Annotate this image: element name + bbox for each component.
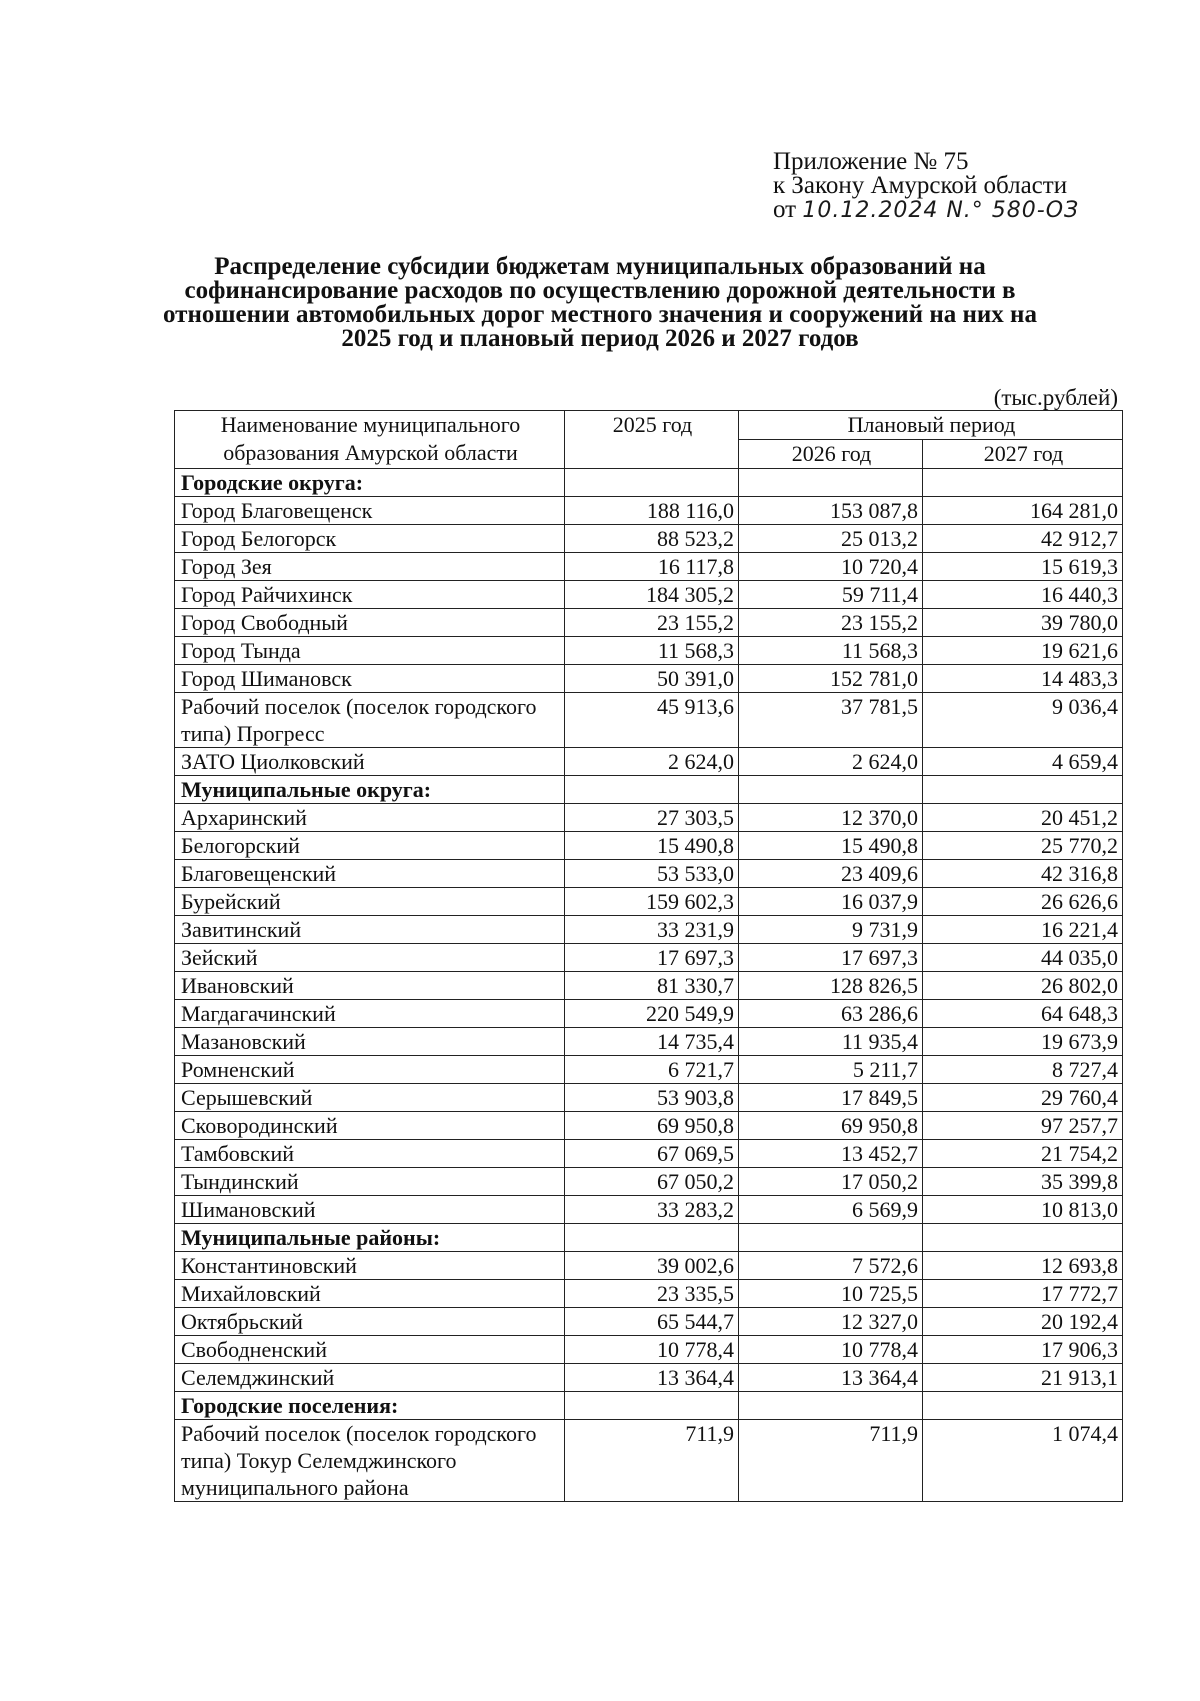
value-2025: 69 950,8 — [565, 1112, 739, 1140]
municipality-name: Город Белогорск — [175, 525, 565, 553]
municipality-name: Тындинский — [175, 1168, 565, 1196]
value-2027: 26 802,0 — [923, 972, 1123, 1000]
table-row — [175, 1140, 1123, 1168]
table-row — [175, 553, 1123, 581]
municipality-name: Белогорский — [175, 832, 565, 860]
municipality-name: Михайловский — [175, 1280, 565, 1308]
value-2025 — [565, 469, 739, 497]
municipality-name: Зейский — [175, 944, 565, 972]
table-row — [175, 888, 1123, 916]
municipality-name: Рабочий поселок (поселок городского типа) Токур Селемджинского муниципального района — [175, 1420, 565, 1502]
group-header-row — [175, 776, 1123, 804]
table-row — [175, 1308, 1123, 1336]
subsidy-table — [174, 410, 1123, 1502]
header-2026: 2026 год — [739, 440, 923, 469]
value-2025: 23 335,5 — [565, 1280, 739, 1308]
table-row — [175, 944, 1123, 972]
table-row — [175, 804, 1123, 832]
table-row — [175, 1336, 1123, 1364]
municipality-name: Мазановский — [175, 1028, 565, 1056]
table-row — [175, 1028, 1123, 1056]
municipality-name: Ивановский — [175, 972, 565, 1000]
table-row — [175, 581, 1123, 609]
group-header-row — [175, 1392, 1123, 1420]
value-2025: 11 568,3 — [565, 637, 739, 665]
value-2027: 4 659,4 — [923, 748, 1123, 776]
municipality-name: Серышевский — [175, 1084, 565, 1112]
municipality-name: Город Райчихинск — [175, 581, 565, 609]
appendix-date-prefix: от — [773, 196, 797, 223]
group-header-row — [175, 1224, 1123, 1252]
value-2026: 11 935,4 — [739, 1028, 923, 1056]
table-row — [175, 1280, 1123, 1308]
table-row — [175, 497, 1123, 525]
header-2027: 2027 год — [923, 440, 1123, 469]
value-2027: 9 036,4 — [923, 693, 1123, 748]
table-row — [175, 972, 1123, 1000]
value-2025: 50 391,0 — [565, 665, 739, 693]
value-2027 — [923, 469, 1123, 497]
value-2027: 21 754,2 — [923, 1140, 1123, 1168]
municipality-name: Архаринский — [175, 804, 565, 832]
value-2026: 15 490,8 — [739, 832, 923, 860]
value-2027 — [923, 776, 1123, 804]
value-2027: 16 221,4 — [923, 916, 1123, 944]
value-2026: 10 720,4 — [739, 553, 923, 581]
appendix-law: к Закону Амурской области — [773, 172, 1068, 199]
value-2026 — [739, 1392, 923, 1420]
table-row — [175, 1000, 1123, 1028]
value-2026: 10 778,4 — [739, 1336, 923, 1364]
value-2025: 711,9 — [565, 1420, 739, 1502]
municipality-name: Завитинский — [175, 916, 565, 944]
municipality-name: Город Тында — [175, 637, 565, 665]
table-row — [175, 916, 1123, 944]
value-2025: 188 116,0 — [565, 497, 739, 525]
municipality-name: Свободненский — [175, 1336, 565, 1364]
value-2027: 17 772,7 — [923, 1280, 1123, 1308]
header-planned-period: Плановый период — [739, 411, 1123, 440]
table-row — [175, 832, 1123, 860]
table-row — [175, 637, 1123, 665]
value-2026: 13 452,7 — [739, 1140, 923, 1168]
table-row — [175, 1196, 1123, 1224]
value-2026: 7 572,6 — [739, 1252, 923, 1280]
municipality-name: Константиновский — [175, 1252, 565, 1280]
header-2025: 2025 год — [565, 411, 739, 469]
table-row — [175, 1252, 1123, 1280]
value-2027: 1 074,4 — [923, 1420, 1123, 1502]
municipality-name: Магдагачинский — [175, 1000, 565, 1028]
table-row — [175, 1364, 1123, 1392]
document-title: Распределение субсидии бюджетам муниципальных образований на софинансирование расходов по осуществлению дорожной деятельности в отношении автомобильных дорог местного значения и сооружений на них на 2025 год и плановый период 2026 и 2027 годов — [163, 253, 1037, 352]
value-2025: 53 903,8 — [565, 1084, 739, 1112]
value-2026: 13 364,4 — [739, 1364, 923, 1392]
table-row — [175, 665, 1123, 693]
value-2027: 97 257,7 — [923, 1112, 1123, 1140]
value-2026 — [739, 776, 923, 804]
value-2026: 17 050,2 — [739, 1168, 923, 1196]
municipality-name: Городские округа: — [175, 469, 565, 497]
value-2025: 27 303,5 — [565, 804, 739, 832]
value-2027: 20 451,2 — [923, 804, 1123, 832]
value-2025: 10 778,4 — [565, 1336, 739, 1364]
value-2026: 153 087,8 — [739, 497, 923, 525]
table-row — [175, 1168, 1123, 1196]
value-2025: 23 155,2 — [565, 609, 739, 637]
value-2027 — [923, 1224, 1123, 1252]
value-2026: 6 569,9 — [739, 1196, 923, 1224]
value-2026: 5 211,7 — [739, 1056, 923, 1084]
appendix-number: Приложение № 75 — [773, 148, 969, 175]
value-2025: 14 735,4 — [565, 1028, 739, 1056]
value-2027: 42 316,8 — [923, 860, 1123, 888]
table-row — [175, 609, 1123, 637]
value-2026: 12 327,0 — [739, 1308, 923, 1336]
value-2025: 15 490,8 — [565, 832, 739, 860]
table-row — [175, 860, 1123, 888]
value-2026: 11 568,3 — [739, 637, 923, 665]
table-row — [175, 748, 1123, 776]
value-2026: 17 849,5 — [739, 1084, 923, 1112]
value-2027: 14 483,3 — [923, 665, 1123, 693]
municipality-name: Город Свободный — [175, 609, 565, 637]
value-2025: 53 533,0 — [565, 860, 739, 888]
value-2026: 17 697,3 — [739, 944, 923, 972]
value-2027: 25 770,2 — [923, 832, 1123, 860]
value-2027: 26 626,6 — [923, 888, 1123, 916]
value-2027: 15 619,3 — [923, 553, 1123, 581]
value-2026: 152 781,0 — [739, 665, 923, 693]
header-name: Наименование муниципального образования Амурской области — [175, 411, 565, 469]
value-2025: 65 544,7 — [565, 1308, 739, 1336]
value-2026: 10 725,5 — [739, 1280, 923, 1308]
value-2025: 33 231,9 — [565, 916, 739, 944]
municipality-name: Муниципальные районы: — [175, 1224, 565, 1252]
value-2025: 81 330,7 — [565, 972, 739, 1000]
value-2025: 33 283,2 — [565, 1196, 739, 1224]
table-row — [175, 693, 1123, 748]
value-2026 — [739, 469, 923, 497]
value-2027 — [923, 1392, 1123, 1420]
value-2027: 10 813,0 — [923, 1196, 1123, 1224]
value-2025: 17 697,3 — [565, 944, 739, 972]
table-row — [175, 1056, 1123, 1084]
table-row — [175, 525, 1123, 553]
table-row — [175, 1420, 1123, 1502]
value-2025: 67 069,5 — [565, 1140, 739, 1168]
value-2027: 29 760,4 — [923, 1084, 1123, 1112]
value-2026: 23 155,2 — [739, 609, 923, 637]
value-2027: 20 192,4 — [923, 1308, 1123, 1336]
value-2027: 64 648,3 — [923, 1000, 1123, 1028]
value-2025 — [565, 776, 739, 804]
value-2025: 6 721,7 — [565, 1056, 739, 1084]
value-2025 — [565, 1392, 739, 1420]
table-body — [175, 469, 1123, 1502]
units-label: (тыс.рублей) — [993, 385, 1118, 410]
municipality-name: Благовещенский — [175, 860, 565, 888]
group-header-row — [175, 469, 1123, 497]
municipality-name: Бурейский — [175, 888, 565, 916]
value-2025: 16 117,8 — [565, 553, 739, 581]
value-2027: 19 673,9 — [923, 1028, 1123, 1056]
value-2026: 69 950,8 — [739, 1112, 923, 1140]
municipality-name: Тамбовский — [175, 1140, 565, 1168]
value-2027: 42 912,7 — [923, 525, 1123, 553]
value-2026: 63 286,6 — [739, 1000, 923, 1028]
municipality-name: Город Благовещенск — [175, 497, 565, 525]
table-row — [175, 1084, 1123, 1112]
value-2027: 39 780,0 — [923, 609, 1123, 637]
value-2025: 184 305,2 — [565, 581, 739, 609]
value-2025: 67 050,2 — [565, 1168, 739, 1196]
value-2026: 12 370,0 — [739, 804, 923, 832]
value-2027: 17 906,3 — [923, 1336, 1123, 1364]
value-2027: 16 440,3 — [923, 581, 1123, 609]
municipality-name: Сковородинский — [175, 1112, 565, 1140]
municipality-name: Город Зея — [175, 553, 565, 581]
municipality-name: Город Шимановск — [175, 665, 565, 693]
value-2026: 2 624,0 — [739, 748, 923, 776]
municipality-name: Городские поселения: — [175, 1392, 565, 1420]
value-2027: 12 693,8 — [923, 1252, 1123, 1280]
value-2027: 8 727,4 — [923, 1056, 1123, 1084]
appendix-date-line — [773, 198, 1079, 223]
municipality-name: Селемджинский — [175, 1364, 565, 1392]
value-2025: 45 913,6 — [565, 693, 739, 748]
value-2026: 128 826,5 — [739, 972, 923, 1000]
value-2027: 44 035,0 — [923, 944, 1123, 972]
value-2026: 37 781,5 — [739, 693, 923, 748]
value-2027: 19 621,6 — [923, 637, 1123, 665]
value-2026: 23 409,6 — [739, 860, 923, 888]
handwritten-date-number: 10.12.2024 N.° 580-ОЗ — [802, 198, 1080, 223]
municipality-name: Муниципальные округа: — [175, 776, 565, 804]
value-2026: 9 731,9 — [739, 916, 923, 944]
value-2025: 220 549,9 — [565, 1000, 739, 1028]
value-2026 — [739, 1224, 923, 1252]
value-2025: 39 002,6 — [565, 1252, 739, 1280]
value-2026: 59 711,4 — [739, 581, 923, 609]
municipality-name: ЗАТО Циолковский — [175, 748, 565, 776]
value-2027: 35 399,8 — [923, 1168, 1123, 1196]
value-2027: 164 281,0 — [923, 497, 1123, 525]
value-2026: 16 037,9 — [739, 888, 923, 916]
municipality-name: Ромненский — [175, 1056, 565, 1084]
table-row — [175, 1112, 1123, 1140]
value-2025: 2 624,0 — [565, 748, 739, 776]
value-2025 — [565, 1224, 739, 1252]
value-2025: 88 523,2 — [565, 525, 739, 553]
appendix-block — [773, 150, 1079, 223]
municipality-name: Октябрьский — [175, 1308, 565, 1336]
value-2027: 21 913,1 — [923, 1364, 1123, 1392]
municipality-name: Шимановский — [175, 1196, 565, 1224]
value-2025: 159 602,3 — [565, 888, 739, 916]
value-2026: 25 013,2 — [739, 525, 923, 553]
municipality-name: Рабочий поселок (поселок городского типа) Прогресс — [175, 693, 565, 748]
value-2026: 711,9 — [739, 1420, 923, 1502]
value-2025: 13 364,4 — [565, 1364, 739, 1392]
